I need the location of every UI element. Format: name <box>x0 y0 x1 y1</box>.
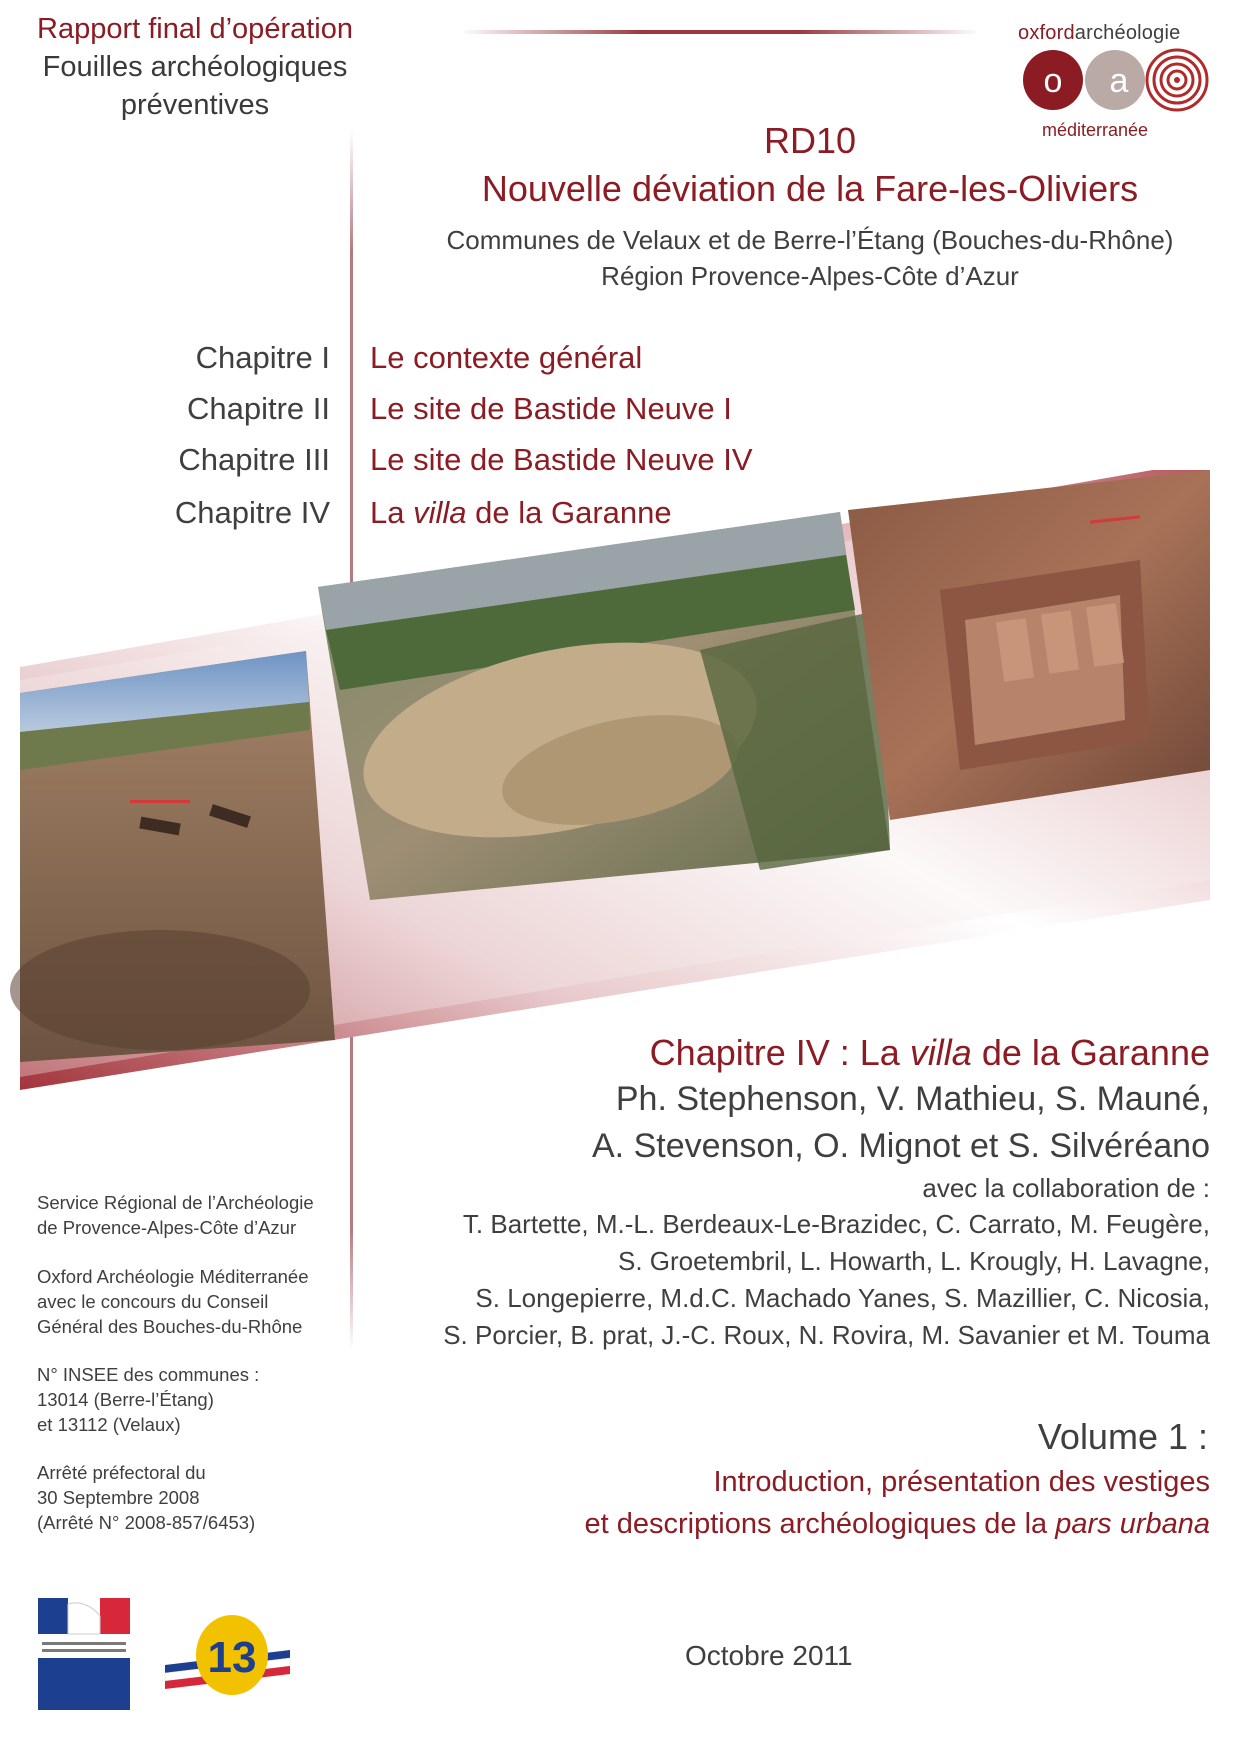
photo-band <box>0 470 1240 1090</box>
collaborators-line-3: S. Longepierre, M.d.C. Machado Yanes, S. Mazillier, C. Nicosia, <box>475 1283 1210 1313</box>
chapter-1-number: Chapitre I <box>195 340 330 375</box>
chapter-2-title: Le site de Bastide Neuve I <box>370 391 732 426</box>
project-title: Nouvelle déviation de la Fare-les-Oliviers <box>481 168 1139 209</box>
collaboration-intro: avec la collaboration de : <box>922 1173 1210 1203</box>
title-block <box>380 118 1240 294</box>
chapter-4-title: La villa de la Garanne <box>370 495 672 530</box>
publication-date: Octobre 2011 <box>685 1640 853 1671</box>
svg-text:13: 13 <box>207 1633 257 1682</box>
project-code: RD10 <box>763 120 857 161</box>
chapter-4-credits <box>350 1030 1210 1354</box>
logo-subtitle: méditerranée <box>1042 120 1149 140</box>
excavation-photo-trench <box>10 651 335 1062</box>
oam-info: Oxford Archéologie Méditerranée avec le concours du Conseil Général des Bouches-du-Rhône <box>37 1266 309 1337</box>
collaborators-line-2: S. Groetembril, L. Howarth, L. Krougly, H. Lavagne, <box>617 1246 1210 1276</box>
collaborators-line-1: T. Bartette, M.-L. Berdeaux-Le-Brazidec, C. Carrato, M. Feugère, <box>462 1209 1210 1239</box>
collaborators-line-4: S. Porcier, B. prat, J.-C. Roux, N. Rovira, M. Savanier et M. Touma <box>443 1320 1210 1350</box>
volume-subtitle-line-2: et descriptions archéologiques de la pars urbana <box>584 1508 1210 1540</box>
arrete-info: Arrêté préfectoral du 30 Septembre 2008 (Arrêté N° 2008-857/6453) <box>37 1462 256 1533</box>
excavation-photo-hypocaust <box>848 470 1210 820</box>
report-type: Rapport final d’opération <box>37 13 353 45</box>
aerial-photo-site <box>318 512 890 900</box>
top-divider <box>460 30 980 34</box>
conseil-general-13-logo <box>160 1610 295 1705</box>
communes-line: Communes de Velaux et de Berre-l’Étang (Bouches-du-Rhône) <box>446 225 1174 255</box>
logo-wordmark: oxfordarchéologie <box>1018 22 1181 44</box>
report-subtype-line1: Fouilles archéologiques <box>42 51 348 83</box>
authors-line-1: Ph. Stephenson, V. Mathieu, S. Mauné, <box>615 1080 1210 1118</box>
chapter-3-title: Le site de Bastide Neuve IV <box>370 442 753 477</box>
report-subtype-line2: préventives <box>120 89 270 121</box>
logo-letter-o: o <box>1043 62 1063 100</box>
region-line: Région Provence-Alpes-Côte d’Azur <box>601 261 1019 291</box>
insee-info: N° INSEE des communes : 13014 (Berre-l’Étang) et 13112 (Velaux) <box>37 1364 260 1435</box>
authors-line-2: A. Stevenson, O. Mignot et S. Silvéréano <box>592 1127 1210 1165</box>
sra-info: Service Régional de l’Archéologie de Provence-Alpes-Côte d’Azur <box>37 1192 314 1238</box>
republique-francaise-culture-logo <box>38 1598 130 1710</box>
chapter-2-number: Chapitre II <box>186 391 330 426</box>
chapter-4-number: Chapitre IV <box>174 495 330 530</box>
report-heading <box>20 10 370 124</box>
volume-subtitle-line-1: Introduction, présentation des vestiges <box>713 1466 1210 1498</box>
chapter-3-number: Chapitre III <box>178 442 330 477</box>
chapter-1-title: Le contexte général <box>370 340 643 375</box>
logo-letter-a: a <box>1109 62 1129 100</box>
chapter-4-heading: Chapitre IV : La villa de la Garanne <box>649 1032 1210 1073</box>
volume-heading: Volume 1 : <box>1037 1416 1208 1457</box>
